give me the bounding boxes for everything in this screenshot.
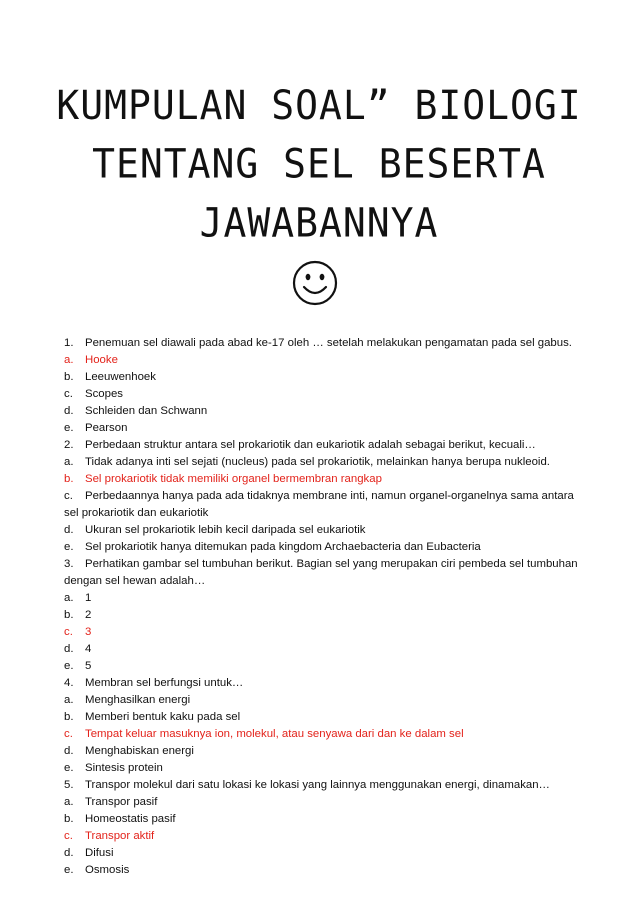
item-text: Perhatikan gambar sel tumbuhan berikut. Bagian sel yang merupakan ciri pembeda sel tumbuhan <box>85 558 578 570</box>
option-line <box>64 590 584 607</box>
option-line <box>64 454 584 471</box>
question-list <box>64 335 584 879</box>
option-line <box>64 845 584 862</box>
item-text: 3 <box>85 626 92 638</box>
option-line <box>64 420 584 437</box>
item-label: c. <box>64 830 73 842</box>
item-label: b. <box>64 609 74 621</box>
item-label: a. <box>64 694 74 706</box>
item-label: a. <box>64 456 74 468</box>
option-line <box>64 692 584 709</box>
item-label: e. <box>64 422 74 434</box>
item-text: 5 <box>85 660 92 672</box>
item-label: c. <box>64 388 73 400</box>
item-label: d. <box>64 745 74 757</box>
item-text: Penemuan sel diawali pada abad ke-17 oleh … setelah melakukan pengamatan pada sel gabus. <box>85 337 572 349</box>
question-line <box>64 556 584 573</box>
option-line <box>64 811 584 828</box>
item-label: 5. <box>64 779 74 791</box>
question-line <box>64 777 584 794</box>
item-text: Hooke <box>85 354 118 366</box>
option-line <box>64 522 584 539</box>
item-text: Tidak adanya inti sel sejati (nucleus) pada sel prokariotik, melainkan hanya berupa nukleoid. <box>85 456 550 468</box>
option-line <box>64 386 584 403</box>
option-line <box>64 488 584 505</box>
item-text: Difusi <box>85 847 114 859</box>
title-line-3: JAWABANNYA <box>199 199 439 246</box>
item-text: 2 <box>85 609 92 621</box>
item-text: Perbedaannya hanya pada ada tidaknya membrane inti, namun organel-organelnya sama antara <box>85 490 574 502</box>
page-title <box>40 76 598 252</box>
item-label: 3. <box>64 558 74 570</box>
option-line <box>64 709 584 726</box>
item-text: Leeuwenhoek <box>85 371 156 383</box>
item-text: Membran sel berfungsi untuk… <box>85 677 244 689</box>
question-line <box>64 335 584 352</box>
item-text: 4 <box>85 643 92 655</box>
item-label: a. <box>64 796 74 808</box>
item-label: 1. <box>64 337 74 349</box>
item-label: c. <box>64 626 73 638</box>
option-line <box>64 743 584 760</box>
item-label: a. <box>64 592 74 604</box>
item-label: 2. <box>64 439 74 451</box>
item-label: d. <box>64 405 74 417</box>
answer-option-line <box>64 352 584 369</box>
item-label: c. <box>64 728 73 740</box>
answer-option-line <box>64 471 584 488</box>
item-label: a. <box>64 354 74 366</box>
question-line <box>64 675 584 692</box>
option-line <box>64 539 584 556</box>
item-text: Tempat keluar masuknya ion, molekul, atau senyawa dari dan ke dalam sel <box>85 728 464 740</box>
item-text: Memberi bentuk kaku pada sel <box>85 711 241 723</box>
item-text: Sel prokariotik hanya ditemukan pada kingdom Archaebacteria dan Eubacteria <box>85 541 481 553</box>
item-text: Menghasilkan energi <box>85 694 191 706</box>
item-text: Menghabiskan energi <box>85 745 194 757</box>
title-line-1: KUMPULAN SOAL” BIOLOGI <box>56 82 582 129</box>
item-text: Perbedaan struktur antara sel prokariotik dan eukariotik adalah sebagai berikut, kecuali… <box>85 439 536 451</box>
item-label: e. <box>64 864 74 876</box>
option-line <box>64 641 584 658</box>
item-text: 1 <box>85 592 92 604</box>
item-text: Pearson <box>85 422 128 434</box>
item-continuation: dengan sel hewan adalah… <box>64 575 206 587</box>
item-text: Sel prokariotik tidak memiliki organel bermembran rangkap <box>85 473 382 485</box>
item-label: d. <box>64 643 74 655</box>
item-label: e. <box>64 762 74 774</box>
item-label: b. <box>64 473 74 485</box>
item-text: Transpor pasif <box>85 796 158 808</box>
smiley-face-icon <box>290 258 340 308</box>
item-text: Homeostatis pasif <box>85 813 176 825</box>
option-line <box>64 369 584 386</box>
answer-option-line <box>64 624 584 641</box>
item-text: Scopes <box>85 388 123 400</box>
option-line <box>64 607 584 624</box>
item-text: Osmosis <box>85 864 130 876</box>
answer-option-line <box>64 726 584 743</box>
answer-option-line <box>64 828 584 845</box>
option-line <box>64 403 584 420</box>
item-label: b. <box>64 813 74 825</box>
item-text: Ukuran sel prokariotik lebih kecil daripada sel eukariotik <box>85 524 366 536</box>
option-line <box>64 760 584 777</box>
item-label: e. <box>64 541 74 553</box>
item-label: c. <box>64 490 73 502</box>
option-line <box>64 862 584 879</box>
item-label: b. <box>64 711 74 723</box>
item-label: e. <box>64 660 74 672</box>
item-label: d. <box>64 524 74 536</box>
item-text: Sintesis protein <box>85 762 163 774</box>
option-line <box>64 794 584 811</box>
title-line-2: TENTANG SEL BESERTA <box>92 140 546 188</box>
question-line <box>64 437 584 454</box>
item-label: b. <box>64 371 74 383</box>
item-text: Schleiden dan Schwann <box>85 405 208 417</box>
item-label: d. <box>64 847 74 859</box>
item-label: 4. <box>64 677 74 689</box>
option-line <box>64 658 584 675</box>
item-continuation: sel prokariotik dan eukariotik <box>64 507 209 519</box>
item-text: Transpor molekul dari satu lokasi ke lokasi yang lainnya menggunakan energi, dinamakan… <box>85 779 550 791</box>
item-text: Transpor aktif <box>85 830 155 842</box>
